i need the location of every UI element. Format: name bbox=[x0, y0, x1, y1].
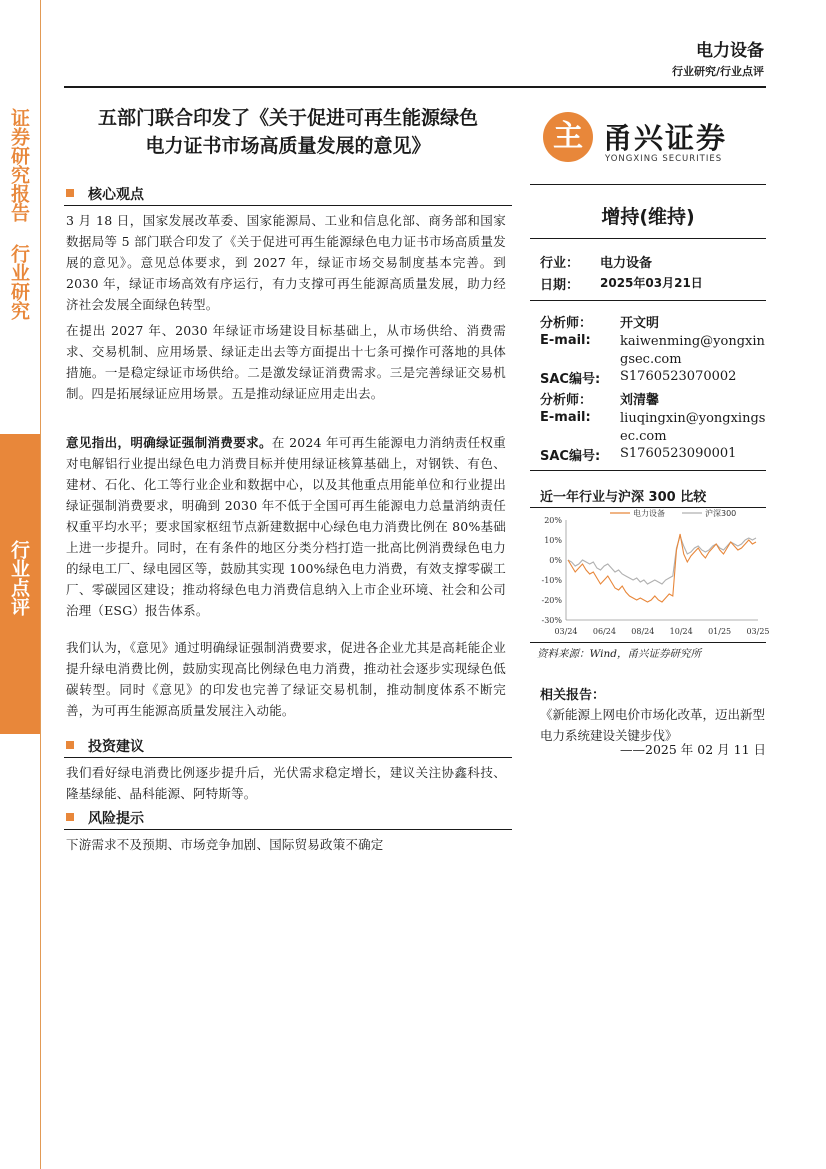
analyst-divider bbox=[530, 470, 766, 471]
analyst-2-email[interactable]: liuqingxin@yongxings ec.com bbox=[620, 411, 766, 444]
chart-title: 近一年行业与沪深 300 比较 bbox=[540, 490, 707, 505]
section-divider bbox=[64, 829, 512, 830]
x-tick-label: 03/25 bbox=[746, 627, 770, 636]
x-tick-label: 03/24 bbox=[554, 627, 578, 636]
header-divider bbox=[64, 86, 766, 88]
logo-name-cn: 甬兴证券 bbox=[603, 121, 728, 155]
paragraph-core-3 bbox=[66, 432, 506, 621]
analyst-2-sac: S1760523090001 bbox=[620, 446, 737, 461]
paragraph-core-3-body: 在 2024 年可再生能源电力消纳责任权重对电解铝行业提出绿色电力消费目标并使用绿证核算基础上，对钢铁、有色、建材、石化、化工等行业企业和数据中心，以及其他重点用能单位和行业提出绿证强制消费要求，明确到 2030 年不低于全国可再生能源电力总量消纳责任权重平均水平；要求国家枢纽节点新建数据中心绿色电力消费比例在 80%基础上进一步提升。同时，在有条件的地区分类分档打造一批高比例消费绿色电力的绿电工厂、绿电园区等，鼓励其实现 100%绿色电力消费，有效支撑零碳工厂、零碳园区建设；推动将绿色电力消费信息纳入上市企业环境、社会和公司治理（ESG）报告体系。 bbox=[66, 435, 506, 618]
related-reports-heading: 相关报告： bbox=[540, 688, 606, 703]
chart-bottom-divider bbox=[530, 642, 766, 643]
paragraph-core-1: 3 月 18 日，国家发展改革委、国家能源局、工业和信息化部、商务部和国家数据局等 5 部门联合印发了《关于促进可再生能源绿色电力证书市场高质量发展的意见》。意见总体要求，到 2027 年，绿证市场交易制度基本完善。到 2030 年，绿证市场高效有序运行，有力支撑可再生能源高质量发展，助力经济社会发展全面绿色转型。 bbox=[66, 213, 506, 312]
paragraph-core-2: 在提出 2027 年、2030 年绿证市场建设目标基础上，从市场供给、消费需求、交易机制、应用场景、绿证走出去等方面提出十七条可操作可落地的具体措施。一是稳定绿证市场供给。二是激发绿证消费需求。三是完善绿证交易机制。四是拓展绿证应用场景。五是推动绿证应用走出去。 bbox=[66, 323, 506, 401]
analyst-1-name: 开文明 bbox=[620, 316, 660, 331]
x-tick-label: 01/25 bbox=[708, 627, 732, 636]
x-tick-label: 08/24 bbox=[631, 627, 655, 636]
rating: 增持(维持) bbox=[601, 206, 695, 228]
date-value: 2025年03月21日 bbox=[600, 276, 703, 290]
x-tick-label: 06/24 bbox=[592, 627, 616, 636]
info-divider bbox=[530, 300, 766, 301]
section-divider bbox=[64, 757, 512, 758]
report-title-line1: 五部门联合印发了《关于促进可再生能源绿色 bbox=[97, 107, 478, 129]
analyst-2-sac-label: SAC编号: bbox=[540, 449, 601, 464]
side-band-label-top: 证券研究报告 行业研究 bbox=[8, 108, 30, 320]
header-category: 行业研究/行业点评 bbox=[671, 65, 764, 78]
comparison-chart bbox=[530, 508, 770, 640]
side-band-label-bottom: 行业点评 bbox=[8, 540, 30, 616]
x-tick-label: 10/24 bbox=[669, 627, 693, 636]
section-heading-core-view: 核心观点 bbox=[66, 184, 144, 204]
section-heading-risk: 风险提示 bbox=[66, 808, 144, 828]
date-label: 日期： bbox=[540, 278, 580, 293]
series-line-sector bbox=[568, 534, 756, 602]
paragraph-core-3-lead: 意见指出，明确绿证强制消费要求。 bbox=[66, 435, 272, 450]
industry-value: 电力设备 bbox=[600, 256, 653, 271]
industry-label: 行业： bbox=[540, 256, 580, 271]
rating-divider bbox=[530, 238, 766, 239]
related-report-date: ——2025 年 02 月 11 日 bbox=[620, 742, 766, 757]
section-marker bbox=[66, 813, 74, 821]
paragraph-invest: 我们看好绿电消费比例逐步提升后，光伏需求稳定增长，建议关注协鑫科技、隆基绿能、晶科能源、阿特斯等。 bbox=[66, 765, 506, 801]
y-tick-label: 0% bbox=[549, 556, 562, 565]
header-sector: 电力设备 bbox=[696, 41, 764, 61]
analyst-2-label: 分析师： bbox=[540, 393, 593, 408]
side-band-rule bbox=[40, 0, 41, 1169]
section-marker bbox=[66, 189, 74, 197]
y-tick-label: -20% bbox=[541, 596, 562, 605]
y-tick-label: -30% bbox=[541, 616, 562, 625]
analyst-1-sac: S1760523070002 bbox=[620, 369, 737, 384]
report-title-line2: 电力证书市场高质量发展的意见》 bbox=[145, 135, 431, 157]
y-tick-label: 10% bbox=[544, 536, 562, 545]
legend-label: 电力设备 bbox=[633, 509, 665, 518]
logo-name-en: YONGXING SECURITIES bbox=[605, 154, 723, 164]
paragraph-core-4: 我们认为，《意见》通过明确绿证强制消费要求，促进各企业尤其是高耗能企业提升绿电消费比例，鼓励实现高比例绿色电力消费，推动社会逐步实现绿色低碳转型。同时《意见》的印发也完善了绿证交易机制，推动制度体系不断完善，为可再生能源高质量发展注入动能。 bbox=[66, 640, 506, 718]
chart-source: 资料来源：Wind，甬兴证券研究所 bbox=[537, 648, 701, 660]
section-divider bbox=[64, 205, 512, 206]
legend-label: 沪深300 bbox=[705, 509, 737, 518]
y-tick-label: 20% bbox=[544, 516, 562, 525]
analyst-1-sac-label: SAC编号: bbox=[540, 372, 601, 387]
logo-divider bbox=[530, 184, 766, 185]
paragraph-risk: 下游需求不及预期、市场竞争加剧、国际贸易政策不确定 bbox=[66, 837, 384, 852]
section-heading-invest: 投资建议 bbox=[66, 736, 144, 756]
analyst-1-label: 分析师： bbox=[540, 316, 593, 331]
analyst-2-name: 刘清馨 bbox=[620, 393, 660, 408]
analyst-1-email-label: E-mail: bbox=[540, 333, 591, 348]
related-report-title[interactable]: 《新能源上网电价市场化改革，迈出新型电力系统建设关键步伐》 bbox=[540, 707, 766, 743]
logo-mark-glyph: 主 bbox=[553, 119, 583, 154]
report-title bbox=[64, 104, 512, 160]
section-marker bbox=[66, 741, 74, 749]
company-logo bbox=[543, 112, 758, 170]
analyst-2-email-label: E-mail: bbox=[540, 410, 591, 425]
y-tick-label: -10% bbox=[541, 576, 562, 585]
analyst-1-email[interactable]: kaiwenming@yongxin gsec.com bbox=[620, 334, 765, 367]
